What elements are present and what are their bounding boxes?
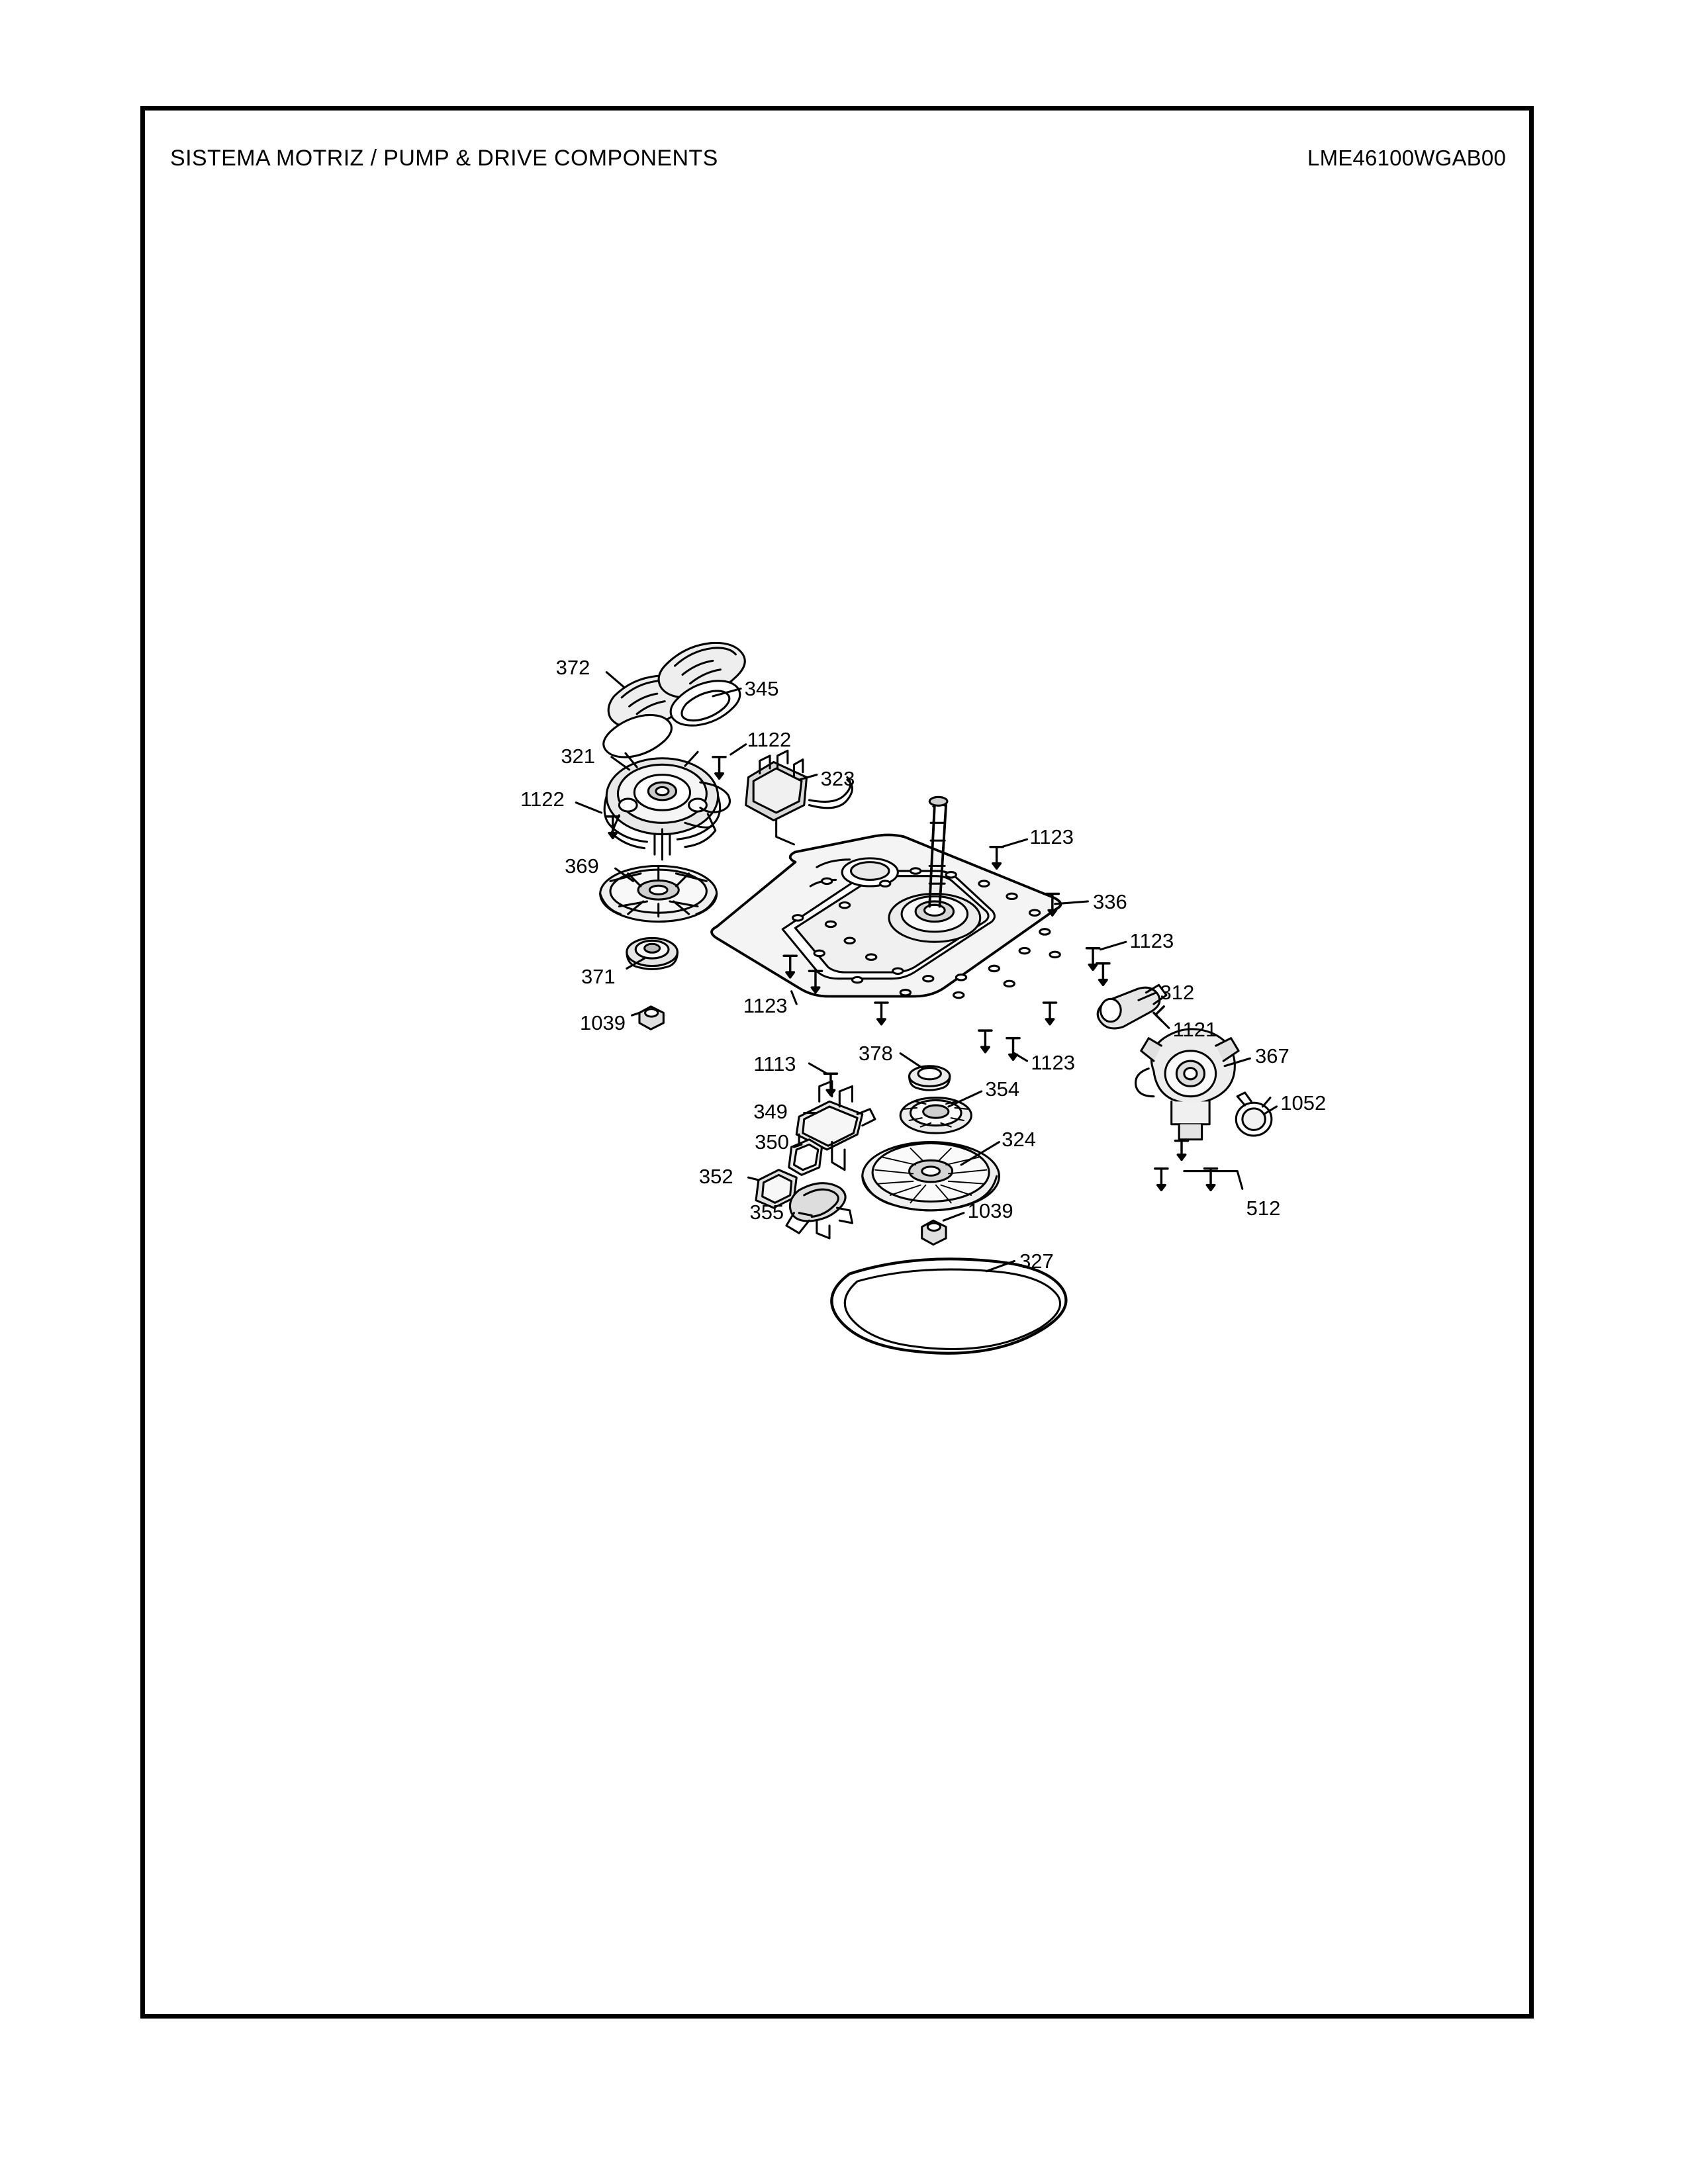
- callout-1122b: 1122: [520, 787, 565, 811]
- part-1052-clamp: [1236, 1093, 1272, 1136]
- callout-1123b: 1123: [1129, 929, 1174, 952]
- callout-1039b: 1039: [967, 1199, 1013, 1222]
- callout-324: 324: [1002, 1128, 1036, 1152]
- part-327-belt: [831, 1259, 1066, 1353]
- callout-321: 321: [561, 744, 596, 768]
- callout-1113: 1113: [753, 1052, 796, 1075]
- callout-1123a: 1123: [1029, 825, 1074, 848]
- callout-1122a: 1122: [747, 727, 792, 751]
- callout-1039a: 1039: [580, 1011, 626, 1035]
- callout-327: 327: [1019, 1250, 1054, 1273]
- part-369-pulley: [600, 866, 717, 921]
- callout-336: 336: [1093, 889, 1127, 913]
- callout-512: 512: [1246, 1196, 1281, 1220]
- diagram-svg: [140, 106, 1534, 2019]
- exploded-view-artwork: [140, 106, 1534, 2019]
- callout-352: 352: [698, 1164, 733, 1188]
- callout-369: 369: [565, 854, 599, 878]
- part-355-spring-lever: [786, 1183, 853, 1238]
- callout-1123c: 1123: [743, 993, 788, 1017]
- page-title: SISTEMA MOTRIZ / PUMP & DRIVE COMPONENTS: [170, 146, 718, 171]
- callout-371: 371: [581, 964, 616, 988]
- callout-349: 349: [753, 1100, 788, 1124]
- part-367-pump: [1136, 1029, 1239, 1140]
- callout-1123d: 1123: [1031, 1050, 1075, 1074]
- callout-323: 323: [820, 766, 855, 790]
- part-323-harness: [746, 751, 853, 844]
- model-number: LME46100WGAB00: [1307, 146, 1506, 170]
- part-354-hub: [900, 1098, 971, 1134]
- callout-355: 355: [749, 1200, 784, 1224]
- callout-312: 312: [1160, 981, 1195, 1005]
- callout-345: 345: [744, 677, 779, 701]
- callout-367: 367: [1255, 1044, 1289, 1068]
- part-312-fitting: [1098, 985, 1166, 1028]
- part-378-grommet: [910, 1066, 950, 1090]
- callout-1052: 1052: [1280, 1091, 1327, 1115]
- callout-354: 354: [985, 1077, 1020, 1101]
- callout-1121: 1121: [1172, 1017, 1217, 1041]
- part-1039-nut-left: [639, 1007, 663, 1029]
- part-1039-nut-lower: [922, 1220, 946, 1244]
- part-336-base-plate: [712, 797, 1060, 998]
- callout-350: 350: [755, 1130, 789, 1154]
- part-350-actuator: [789, 1140, 822, 1175]
- callout-378: 378: [859, 1042, 893, 1066]
- callout-372: 372: [555, 655, 590, 679]
- part-321-motor: [604, 752, 729, 860]
